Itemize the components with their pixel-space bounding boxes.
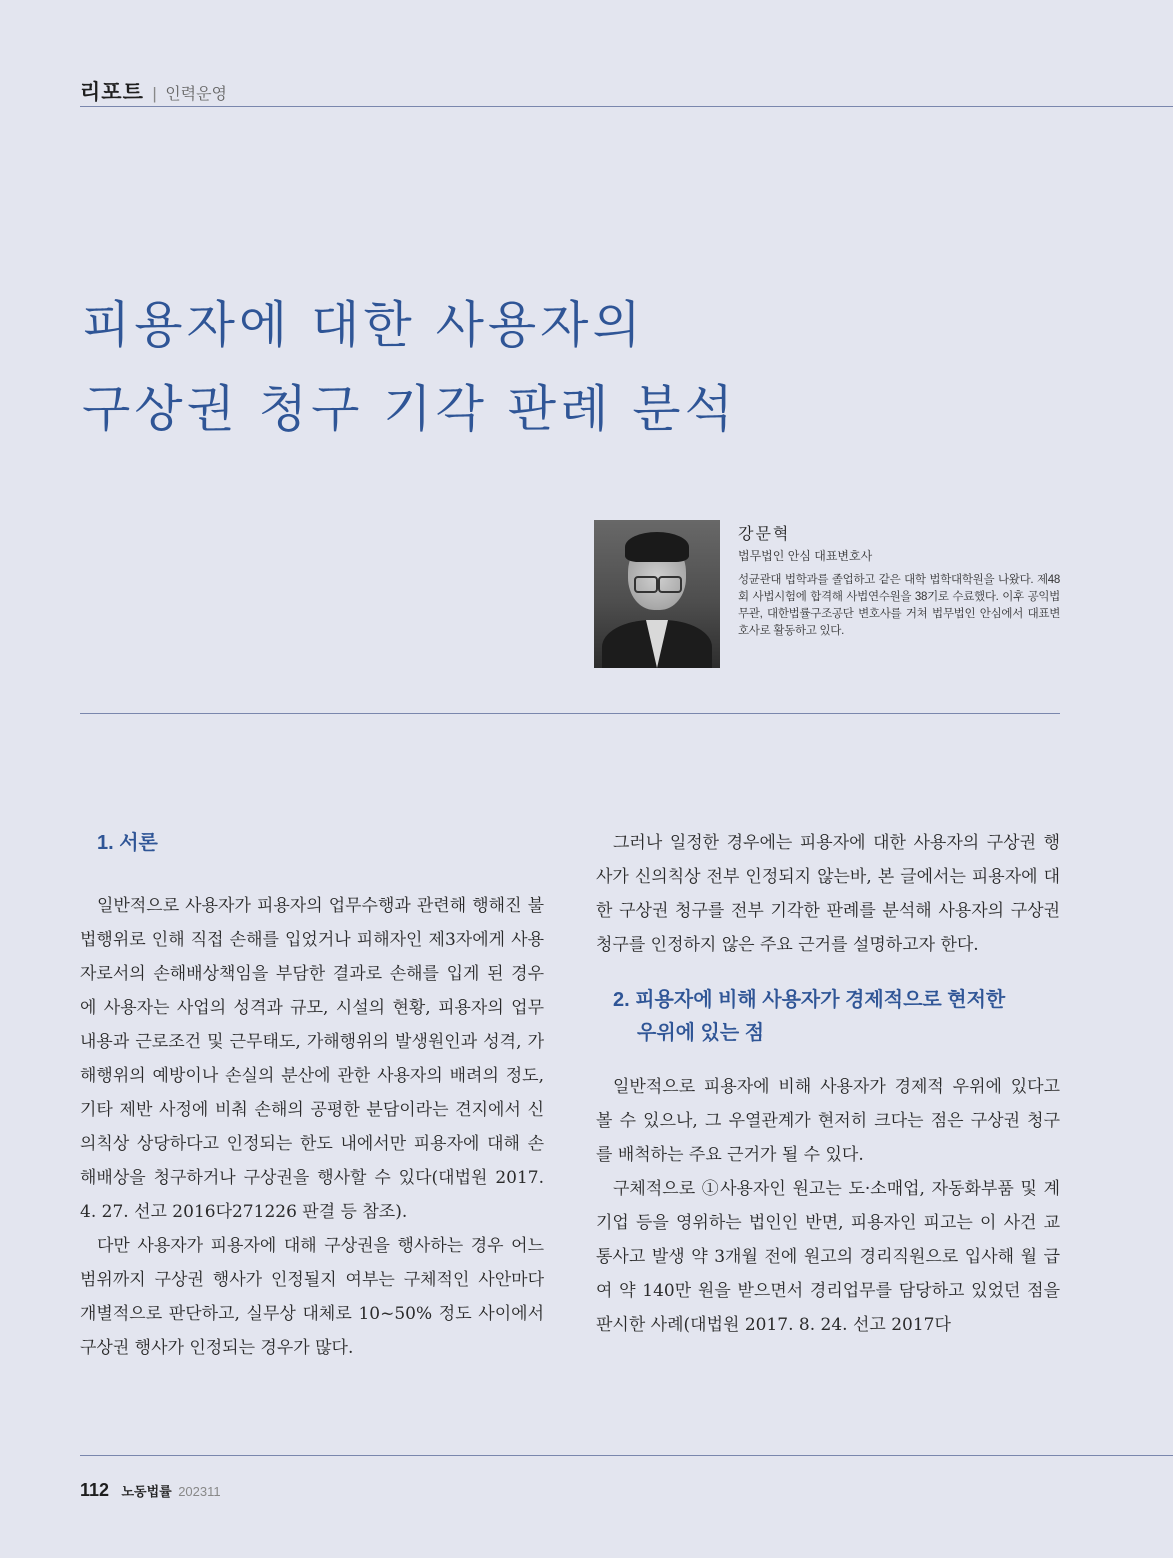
- footer-rule: [80, 1455, 1173, 1456]
- author-name: 강문혁: [738, 526, 791, 543]
- section-label: 리포트: [80, 81, 144, 104]
- issue-number: 202311: [178, 1484, 221, 1499]
- running-header: [80, 76, 227, 106]
- title-line-2: 구상권 청구 기각 판례 분석: [82, 380, 737, 438]
- section1-paragraph-3: 그러나 일정한 경우에는 피용자에 대한 사용자의 구상권 행사가 신의칙상 전부 인정되지 않는바, 본 글에서는 피용자에 대한 구상권 청구를 전부 기각한 판례를 분석해 사용자의 구상권 청구를 인정하지 않은 주요 근거를 설명하고자 한다.: [596, 833, 1060, 955]
- column-left: [80, 826, 544, 1365]
- section1-paragraph-1: 일반적으로 사용자가 피용자의 업무수행과 관련해 행해진 불법행위로 인해 직접 손해를 입었거나 피해자인 제3자에게 사용자로서의 손해배상책임을 부담한 결과로 손해를 입게 된 경우에 사용자는 사업의 성격과 규모, 시설의 현황, 피용자의 업무내용과 근로조건 및 근무태도, 가해행위의 발생원인과 성격, 가해행위의 예방이나 손실의 분산에 관한 사용자의 배려의 정도, 기타 제반 사정에 비춰 손해의 공평한 분담이라는 견지에서 신의칙상 상당하다고 인정되는 한도 내에서만 피용자에 대해 손해배상을 청구하거나 구상권을 행사할 수 있다(대법원 2017. 4. 27. 선고 2016다271226 판결 등 참조).: [80, 896, 544, 1222]
- section1-paragraph-2: 다만 사용자가 피용자에 대해 구상권을 행사하는 경우 어느 범위까지 구상권 행사가 인정될지 여부는 구체적인 사안마다 개별적으로 판단하고, 실무상 대체로 10~50% 정도 사이에서 구상권 행사가 인정되는 경우가 많다.: [80, 1236, 544, 1358]
- author-info: [738, 521, 1060, 640]
- column-right: [596, 826, 1060, 1342]
- magazine-name: 노동법률: [121, 1484, 172, 1499]
- title-line-1: 피용자에 대한 사용자의: [82, 296, 645, 354]
- header-divider: |: [152, 84, 157, 103]
- section2-heading-line-2: 우위에 있는 점: [637, 1022, 765, 1044]
- section2-heading-line-1: 2. 피용자에 비해 사용자가 경제적으로 현저한: [613, 989, 1006, 1011]
- page-footer: [80, 1480, 221, 1501]
- author-photo: [594, 520, 720, 668]
- author-role: 법무법인 안심 대표변호사: [738, 549, 873, 563]
- header-rule: [80, 106, 1173, 107]
- section1-heading: 1. 서론: [97, 832, 158, 854]
- section2-paragraph-2: 구체적으로 ①사용자인 원고는 도·소매업, 자동화부품 및 계기업 등을 영위하는 법인인 반면, 피용자인 피고는 이 사건 교통사고 발생 약 3개월 전에 원고의 경리직원으로 입사해 월 급여 약 140만 원을 받으면서 경리업무를 담당하고 있었던 점을 판시한 사례(대법원 2017. 8. 24. 선고 2017다: [596, 1179, 1060, 1335]
- section2-heading: [613, 984, 1060, 1050]
- section-rule: [80, 713, 1060, 714]
- section2-paragraph-1: 일반적으로 피용자에 비해 사용자가 경제적 우위에 있다고 볼 수 있으나, 그 우열관계가 현저히 크다는 점은 구상권 청구를 배척하는 주요 근거가 될 수 있다.: [596, 1077, 1060, 1165]
- article-title: [82, 283, 737, 451]
- author-bio: 성균관대 법학과를 졸업하고 같은 대학 법학대학원을 나왔다. 제48회 사법시험에 합격해 사법연수원을 38기로 수료했다. 이후 공익법무관, 대한법률구조공단 변호사를 거쳐 법무법인 안심에서 대표변호사로 활동하고 있다.: [738, 574, 1060, 637]
- page-number: 112: [80, 1480, 110, 1500]
- subsection-label: 인력운영: [165, 86, 228, 103]
